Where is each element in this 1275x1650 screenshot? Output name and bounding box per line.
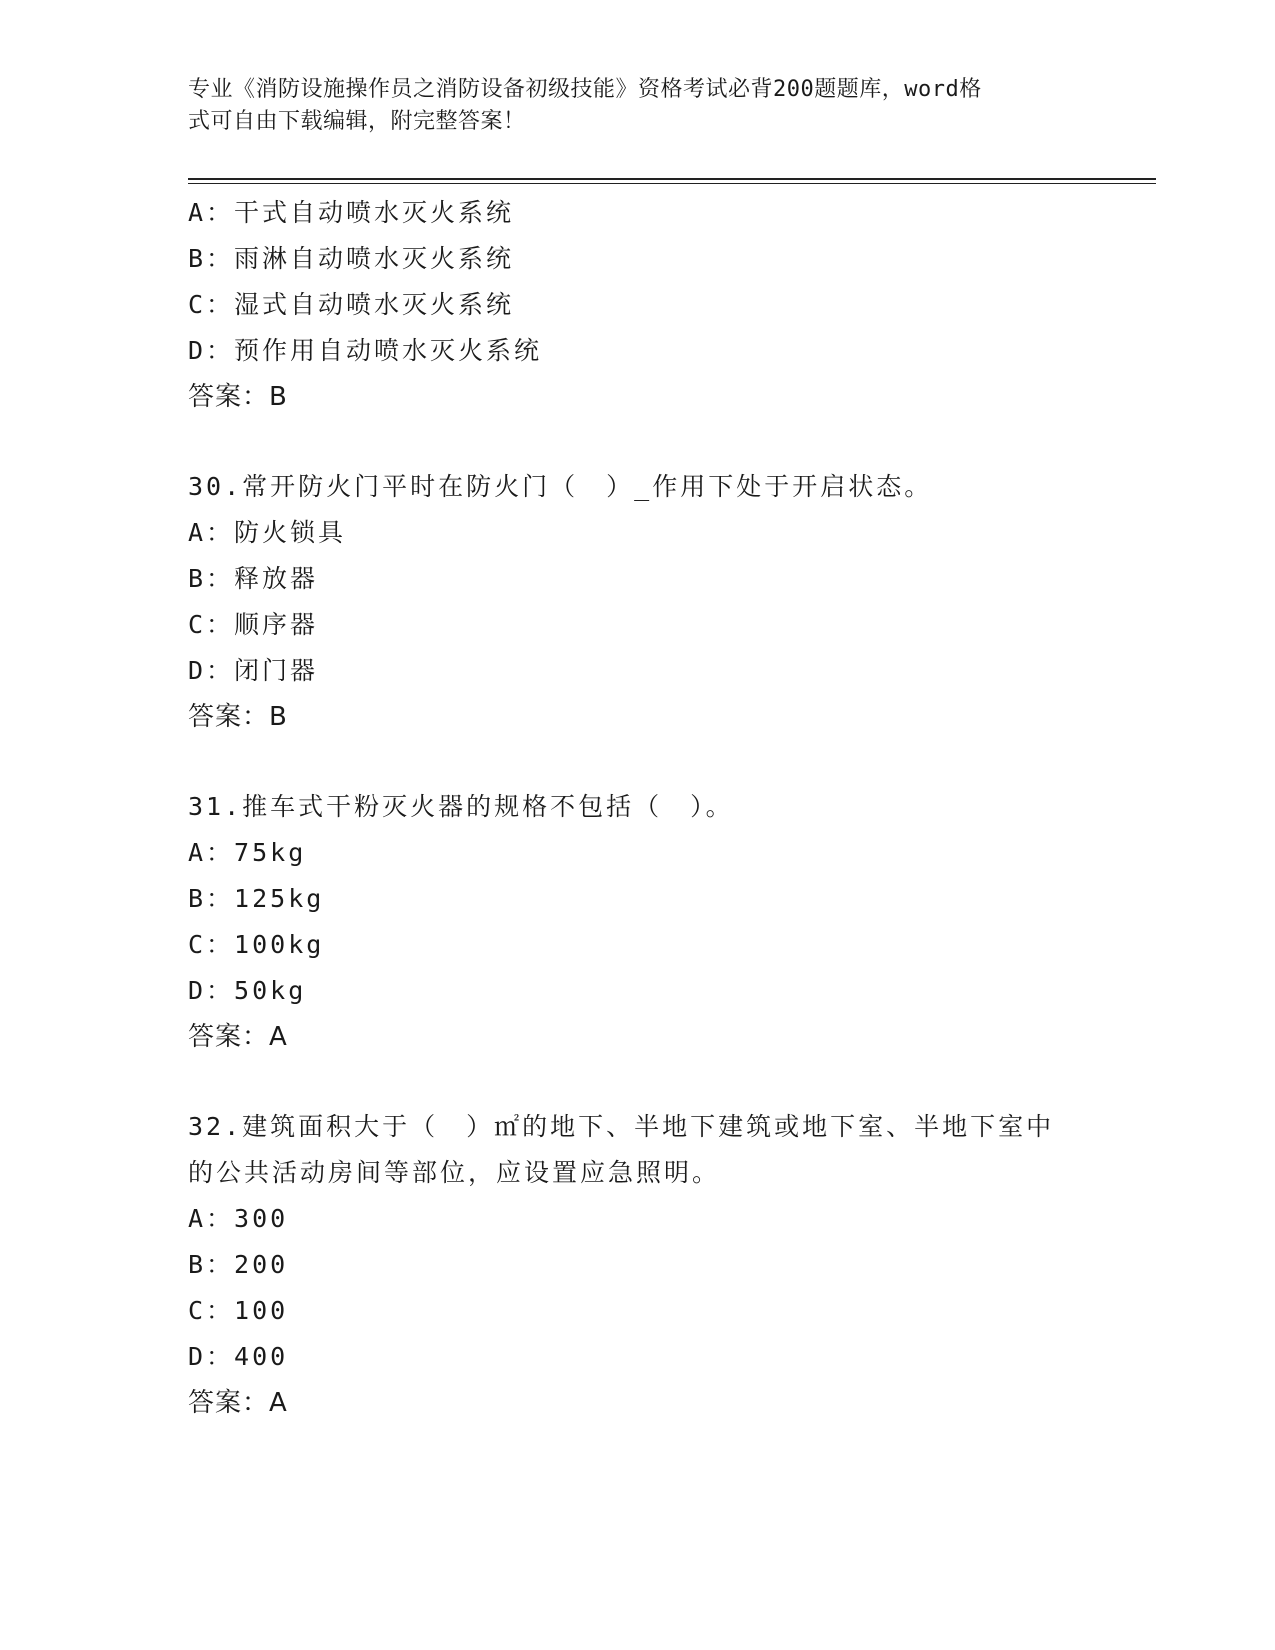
option-a: A：75kg bbox=[188, 838, 307, 867]
question-text: 30.常开防火门平时在防火门（ ）_作用下处于开启状态。 bbox=[188, 472, 933, 501]
question-31 bbox=[188, 784, 1128, 1060]
option-c: C：顺序器 bbox=[188, 610, 319, 639]
option-c: C：湿式自动喷水灭火系统 bbox=[188, 290, 515, 319]
header-line-2: 式可自由下载编辑，附完整答案！ bbox=[188, 109, 526, 134]
question-list bbox=[188, 190, 1128, 1426]
document-header bbox=[188, 74, 1088, 138]
option-a: A：300 bbox=[188, 1204, 289, 1233]
header-divider bbox=[188, 178, 1156, 184]
spacer bbox=[188, 420, 1128, 464]
option-a: A：防火锁具 bbox=[188, 518, 347, 547]
question-32 bbox=[188, 1104, 1128, 1426]
answer: 答案：A bbox=[188, 1388, 288, 1418]
question-30 bbox=[188, 464, 1128, 740]
question-text: 31.推车式干粉灭火器的规格不包括（ ）。 bbox=[188, 792, 734, 821]
header-line-1: 专业《消防设施操作员之消防设备初级技能》资格考试必背200题题库，word格 bbox=[188, 77, 982, 102]
answer: 答案：B bbox=[188, 702, 288, 732]
option-c: C：100kg bbox=[188, 930, 325, 959]
option-a: A：干式自动喷水灭火系统 bbox=[188, 198, 515, 227]
answer: 答案：B bbox=[188, 382, 288, 412]
spacer bbox=[188, 740, 1128, 784]
question-text-line-2: 的公共活动房间等部位，应设置应急照明。 bbox=[188, 1158, 721, 1187]
option-c: C：100 bbox=[188, 1296, 289, 1325]
option-d: D：闭门器 bbox=[188, 656, 319, 685]
option-d: D：50kg bbox=[188, 976, 307, 1005]
spacer bbox=[188, 1060, 1128, 1104]
option-b: B：200 bbox=[188, 1250, 289, 1279]
option-b: B：125kg bbox=[188, 884, 325, 913]
option-b: B：雨淋自动喷水灭火系统 bbox=[188, 244, 515, 273]
question-29 bbox=[188, 190, 1128, 420]
question-text-line-1: 32.建筑面积大于（ ）㎡的地下、半地下建筑或地下室、半地下室中 bbox=[188, 1112, 1055, 1141]
option-d: D：预作用自动喷水灭火系统 bbox=[188, 336, 543, 365]
answer: 答案：A bbox=[188, 1022, 288, 1052]
option-d: D：400 bbox=[188, 1342, 289, 1371]
option-b: B：释放器 bbox=[188, 564, 319, 593]
